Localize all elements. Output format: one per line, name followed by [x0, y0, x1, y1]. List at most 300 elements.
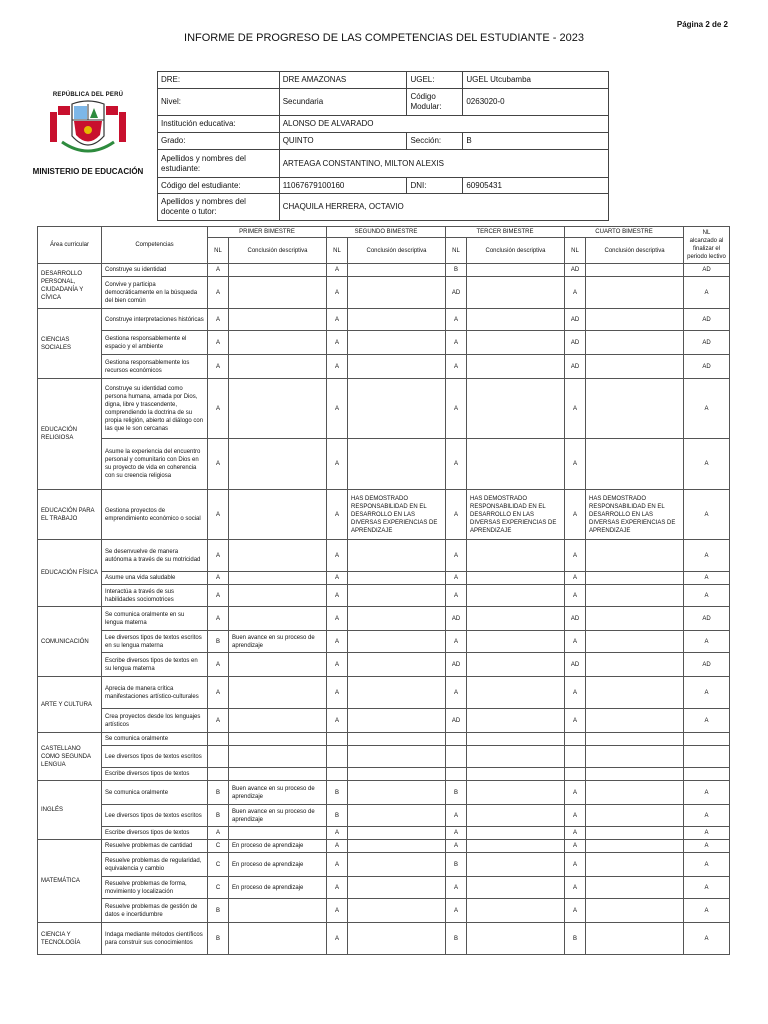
grade-conclusion: [586, 439, 684, 490]
header-area: Área curricular: [38, 227, 102, 264]
grade-level: A: [327, 277, 348, 309]
grade-conclusion: [467, 439, 565, 490]
grade-level: [565, 768, 586, 781]
grade-level: A: [208, 827, 229, 840]
table-row: [38, 355, 730, 379]
grade-conclusion: En proceso de aprendizaje: [229, 877, 327, 899]
header-bimestre-3: TERCER BIMESTRE: [446, 227, 565, 238]
grade-conclusion: [348, 355, 446, 379]
grade-level: A: [327, 607, 348, 631]
grade-conclusion: [467, 677, 565, 709]
grade-conclusion: [348, 840, 446, 853]
grade-level: A: [208, 309, 229, 331]
final-grade: AD: [684, 653, 730, 677]
grade-level: A: [208, 585, 229, 607]
competency-name: Resuelve problemas de regularidad, equivalencia y cambio: [102, 853, 208, 877]
grade-conclusion: [348, 781, 446, 805]
seccion-value: B: [463, 133, 609, 150]
table-row: [38, 827, 730, 840]
grade-conclusion: Buen avance en su proceso de aprendizaje: [229, 631, 327, 653]
table-row: [38, 309, 730, 331]
grade-level: [327, 768, 348, 781]
competency-name: Resuelve problemas de forma, movimiento y localización: [102, 877, 208, 899]
competency-name: Gestiona proyectos de emprendimiento económico o social: [102, 490, 208, 540]
grade-level: A: [446, 805, 467, 827]
grade-level: [208, 746, 229, 768]
final-grade: A: [684, 709, 730, 733]
final-grade: [684, 733, 730, 746]
grade-conclusion: [586, 677, 684, 709]
grade-level: A: [565, 781, 586, 805]
final-grade: AD: [684, 264, 730, 277]
grade-conclusion: [467, 805, 565, 827]
grade-level: AD: [565, 331, 586, 355]
grade-level: A: [208, 379, 229, 439]
grade-conclusion: [348, 923, 446, 955]
grade-conclusion: [467, 585, 565, 607]
grade-conclusion: En proceso de aprendizaje: [229, 840, 327, 853]
grade-conclusion: [586, 379, 684, 439]
grade-conclusion: [348, 768, 446, 781]
grade-conclusion: [586, 631, 684, 653]
grade-conclusion: [586, 709, 684, 733]
grade-conclusion: [348, 653, 446, 677]
grade-level: A: [327, 899, 348, 923]
grade-conclusion: [586, 585, 684, 607]
competency-name: Asume una vida saludable: [102, 572, 208, 585]
grade-level: A: [565, 572, 586, 585]
area-name: CASTELLANO COMO SEGUNDA LENGUA: [38, 733, 102, 781]
area-name: EDUCACIÓN PARA EL TRABAJO: [38, 490, 102, 540]
header-conclusion: Conclusión descriptiva: [348, 238, 446, 264]
grade-level: A: [565, 899, 586, 923]
grade-level: AD: [446, 709, 467, 733]
grade-conclusion: [229, 733, 327, 746]
grade-level: A: [208, 572, 229, 585]
grade-conclusion: [467, 899, 565, 923]
grade-level: [446, 768, 467, 781]
grade-level: A: [565, 585, 586, 607]
grade-level: A: [446, 439, 467, 490]
grade-conclusion: HAS DEMOSTRADO RESPONSABILIDAD EN EL DESARROLLO EN LAS DIVERSAS EXPERIENCIAS DE APRENDIZAJE: [586, 490, 684, 540]
area-name: CIENCIA Y TECNOLOGÍA: [38, 923, 102, 955]
final-grade: A: [684, 853, 730, 877]
grade-conclusion: [229, 355, 327, 379]
competency-name: Interactúa a través de sus habilidades sociomotrices: [102, 585, 208, 607]
grade-level: A: [208, 607, 229, 631]
grade-level: A: [208, 277, 229, 309]
grade-level: A: [565, 490, 586, 540]
grado-label: Grado:: [158, 133, 280, 150]
grade-level: A: [208, 439, 229, 490]
grade-level: A: [208, 331, 229, 355]
grade-conclusion: [348, 853, 446, 877]
grade-conclusion: [348, 805, 446, 827]
grade-level: AD: [446, 653, 467, 677]
grade-conclusion: [229, 899, 327, 923]
grade-conclusion: [467, 607, 565, 631]
codigo-modular-value: 0263020-0: [463, 89, 609, 116]
grade-conclusion: [467, 768, 565, 781]
grade-level: B: [208, 923, 229, 955]
grade-level: A: [446, 572, 467, 585]
final-grade: A: [684, 631, 730, 653]
final-grade: A: [684, 923, 730, 955]
grade-conclusion: [348, 607, 446, 631]
table-row: [38, 331, 730, 355]
grade-conclusion: [348, 709, 446, 733]
ministry-emblem: [32, 92, 144, 176]
grade-level: AD: [446, 607, 467, 631]
final-grade: AD: [684, 309, 730, 331]
grade-level: A: [327, 572, 348, 585]
grade-conclusion: [586, 264, 684, 277]
table-row: [38, 540, 730, 572]
dre-label: DRE:: [158, 72, 280, 89]
grade-level: A: [208, 264, 229, 277]
grade-level: A: [208, 355, 229, 379]
competency-name: Lee diversos tipos de textos escritos: [102, 805, 208, 827]
grade-conclusion: [467, 264, 565, 277]
grade-level: A: [446, 899, 467, 923]
grade-conclusion: [229, 439, 327, 490]
final-grade: AD: [684, 607, 730, 631]
final-grade: A: [684, 805, 730, 827]
grade-level: A: [327, 877, 348, 899]
grade-conclusion: [229, 490, 327, 540]
nivel-label: Nivel:: [158, 89, 280, 116]
grade-level: A: [327, 840, 348, 853]
grade-level: A: [327, 355, 348, 379]
grade-level: [446, 746, 467, 768]
grade-level: A: [327, 709, 348, 733]
grade-level: C: [208, 840, 229, 853]
grade-level: C: [208, 853, 229, 877]
competency-name: Lee diversos tipos de textos escritos en su lengua materna: [102, 631, 208, 653]
grade-conclusion: [229, 277, 327, 309]
header-competencias: Competencias: [102, 227, 208, 264]
grade-conclusion: [586, 805, 684, 827]
grade-conclusion: [586, 899, 684, 923]
grade-conclusion: [348, 439, 446, 490]
grade-level: AD: [565, 309, 586, 331]
competency-name: Escribe diversos tipos de textos: [102, 768, 208, 781]
grade-conclusion: [586, 923, 684, 955]
table-row: [38, 768, 730, 781]
grade-level: [327, 746, 348, 768]
grade-conclusion: [467, 827, 565, 840]
grade-level: A: [446, 379, 467, 439]
grade-level: B: [327, 805, 348, 827]
grade-conclusion: [467, 631, 565, 653]
grade-conclusion: [586, 733, 684, 746]
grade-level: A: [327, 853, 348, 877]
grade-level: A: [446, 355, 467, 379]
grade-conclusion: [229, 653, 327, 677]
grade-level: A: [565, 840, 586, 853]
competency-name: Se desenvuelve de manera autónoma a través de su motricidad: [102, 540, 208, 572]
grade-conclusion: [467, 781, 565, 805]
grade-conclusion: [229, 709, 327, 733]
grade-level: A: [208, 677, 229, 709]
competency-name: Se comunica oralmente en su lengua materna: [102, 607, 208, 631]
grade-conclusion: [586, 853, 684, 877]
grade-conclusion: [348, 899, 446, 923]
grade-conclusion: [348, 631, 446, 653]
header-nl: NL: [327, 238, 348, 264]
competency-name: Convive y participa democráticamente en la búsqueda del bien común: [102, 277, 208, 309]
grade-level: B: [208, 781, 229, 805]
grade-level: [565, 733, 586, 746]
area-name: MATEMÁTICA: [38, 840, 102, 923]
header-bimestre-1: PRIMER BIMESTRE: [208, 227, 327, 238]
competency-name: Lee diversos tipos de textos escritos: [102, 746, 208, 768]
grade-level: A: [327, 923, 348, 955]
seccion-label: Sección:: [407, 133, 463, 150]
competency-name: Indaga mediante métodos científicos para construir sus conocimientos: [102, 923, 208, 955]
grade-conclusion: Buen avance en su proceso de aprendizaje: [229, 781, 327, 805]
grade-level: A: [327, 309, 348, 331]
page-number: Página 2 de 2: [676, 20, 728, 29]
grade-level: A: [565, 709, 586, 733]
grade-conclusion: [348, 877, 446, 899]
grade-conclusion: HAS DEMOSTRADO RESPONSABILIDAD EN EL DESARROLLO EN LAS DIVERSAS EXPERIENCIAS DE APRENDIZAJE: [467, 490, 565, 540]
header-conclusion: Conclusión descriptiva: [229, 238, 327, 264]
grade-level: [327, 733, 348, 746]
grade-conclusion: [348, 379, 446, 439]
grade-level: A: [565, 631, 586, 653]
area-name: COMUNICACIÓN: [38, 607, 102, 677]
grade-conclusion: [467, 709, 565, 733]
area-name: CIENCIAS SOCIALES: [38, 309, 102, 379]
grade-level: A: [208, 709, 229, 733]
grade-level: A: [208, 540, 229, 572]
competency-name: Se comunica oralmente: [102, 733, 208, 746]
competency-name: Asume la experiencia del encuentro personal y comunitario con Dios en su proyecto de vida en coherencia con su creencia religiosa: [102, 439, 208, 490]
grade-conclusion: [586, 355, 684, 379]
final-grade: A: [684, 439, 730, 490]
grade-level: A: [327, 379, 348, 439]
grade-level: A: [446, 309, 467, 331]
table-row: [38, 709, 730, 733]
grade-level: AD: [565, 355, 586, 379]
grade-conclusion: [586, 331, 684, 355]
grade-conclusion: [229, 572, 327, 585]
ugel-value: UGEL Utcubamba: [463, 72, 609, 89]
table-row: [38, 677, 730, 709]
grade-level: A: [565, 827, 586, 840]
final-grade: A: [684, 490, 730, 540]
estudiante-label: Apellidos y nombres del estudiante:: [158, 150, 280, 178]
grade-level: B: [446, 781, 467, 805]
codigo-modular-label: Código Modular:: [407, 89, 463, 116]
grade-conclusion: [229, 827, 327, 840]
table-row: [38, 490, 730, 540]
student-info-table: [157, 71, 609, 221]
grade-level: B: [327, 781, 348, 805]
grade-level: A: [327, 490, 348, 540]
grade-conclusion: [229, 923, 327, 955]
grade-level: A: [446, 331, 467, 355]
grade-conclusion: [348, 264, 446, 277]
table-row: [38, 439, 730, 490]
competency-name: Resuelve problemas de gestión de datos e incertidumbre: [102, 899, 208, 923]
grade-conclusion: [229, 768, 327, 781]
grade-conclusion: [348, 746, 446, 768]
grade-conclusion: HAS DEMOSTRADO RESPONSABILIDAD EN EL DESARROLLO EN LAS DIVERSAS EXPERIENCIAS DE APRENDIZAJE: [348, 490, 446, 540]
grade-level: A: [327, 331, 348, 355]
grade-level: C: [208, 877, 229, 899]
grade-conclusion: [229, 607, 327, 631]
grade-conclusion: [586, 653, 684, 677]
grade-level: A: [565, 677, 586, 709]
table-row: [38, 733, 730, 746]
grade-conclusion: [229, 746, 327, 768]
grade-level: A: [446, 585, 467, 607]
grade-level: A: [327, 631, 348, 653]
header-nl: NL: [446, 238, 467, 264]
grade-conclusion: [229, 331, 327, 355]
grado-value: QUINTO: [279, 133, 407, 150]
grade-conclusion: [467, 877, 565, 899]
grade-level: B: [208, 805, 229, 827]
header-final-nl: NL: [702, 230, 711, 236]
grade-level: AD: [565, 607, 586, 631]
grade-level: A: [327, 439, 348, 490]
grade-level: A: [446, 840, 467, 853]
grade-conclusion: [229, 540, 327, 572]
final-grade: A: [684, 840, 730, 853]
grade-conclusion: [467, 572, 565, 585]
final-grade: AD: [684, 331, 730, 355]
area-name: ARTE Y CULTURA: [38, 677, 102, 733]
grade-conclusion: [229, 264, 327, 277]
grade-conclusion: [586, 827, 684, 840]
dni-label: DNI:: [407, 178, 463, 194]
grade-conclusion: [586, 572, 684, 585]
codigo-estudiante-value: 11067679100160: [279, 178, 407, 194]
grade-level: B: [446, 853, 467, 877]
grade-level: AD: [565, 264, 586, 277]
grade-conclusion: [348, 331, 446, 355]
grade-conclusion: [467, 840, 565, 853]
grade-level: A: [446, 877, 467, 899]
grade-level: B: [565, 923, 586, 955]
institucion-label: Institución educativa:: [158, 116, 280, 133]
competency-name: Construye su identidad: [102, 264, 208, 277]
grade-conclusion: [467, 733, 565, 746]
grade-level: A: [446, 631, 467, 653]
grade-level: A: [565, 439, 586, 490]
final-grade: A: [684, 540, 730, 572]
final-grade: A: [684, 677, 730, 709]
header-final: [684, 227, 730, 264]
grade-level: A: [446, 540, 467, 572]
final-grade: A: [684, 585, 730, 607]
grade-conclusion: [348, 540, 446, 572]
competency-name: Construye interpretaciones históricas: [102, 309, 208, 331]
grades-body: [38, 264, 730, 955]
grade-level: [446, 733, 467, 746]
final-grade: [684, 768, 730, 781]
grade-conclusion: [586, 840, 684, 853]
grade-conclusion: Buen avance en su proceso de aprendizaje: [229, 805, 327, 827]
grade-conclusion: [348, 309, 446, 331]
grade-level: [208, 733, 229, 746]
competency-name: Gestiona responsablemente el espacio y el ambiente: [102, 331, 208, 355]
grade-level: A: [565, 379, 586, 439]
final-grade: A: [684, 899, 730, 923]
header-bimestre-4: CUARTO BIMESTRE: [565, 227, 684, 238]
table-row: [38, 264, 730, 277]
grade-conclusion: [586, 540, 684, 572]
grade-level: A: [565, 877, 586, 899]
grade-conclusion: [229, 585, 327, 607]
table-row: [38, 899, 730, 923]
grade-conclusion: [467, 746, 565, 768]
grade-conclusion: [467, 277, 565, 309]
grade-level: A: [446, 827, 467, 840]
grade-conclusion: [348, 827, 446, 840]
table-row: [38, 277, 730, 309]
table-row: [38, 853, 730, 877]
grade-conclusion: [348, 733, 446, 746]
header-bimestre-2: SEGUNDO BIMESTRE: [327, 227, 446, 238]
docente-value: CHAQUILA HERRERA, OCTAVIO: [279, 194, 608, 221]
emblem-caption: MINISTERIO DE EDUCACIÓN: [32, 167, 144, 176]
competency-name: Crea proyectos desde los lenguajes artísticos: [102, 709, 208, 733]
grades-table: [37, 226, 730, 955]
final-grade: A: [684, 827, 730, 840]
header-conclusion: Conclusión descriptiva: [467, 238, 565, 264]
nivel-value: Secundaria: [279, 89, 407, 116]
competency-name: Resuelve problemas de cantidad: [102, 840, 208, 853]
grade-level: A: [446, 677, 467, 709]
grade-conclusion: [586, 746, 684, 768]
table-row: [38, 631, 730, 653]
grade-conclusion: [467, 331, 565, 355]
codigo-estudiante-label: Código del estudiante:: [158, 178, 280, 194]
final-grade: [684, 746, 730, 768]
grade-conclusion: [467, 653, 565, 677]
header-conclusion: Conclusión descriptiva: [586, 238, 684, 264]
table-row: [38, 379, 730, 439]
final-grade: AD: [684, 355, 730, 379]
area-name: EDUCACIÓN RELIGIOSA: [38, 379, 102, 490]
table-row: [38, 572, 730, 585]
grade-level: A: [327, 677, 348, 709]
grade-conclusion: [586, 607, 684, 631]
table-row: [38, 653, 730, 677]
grade-level: A: [565, 540, 586, 572]
table-row: [38, 781, 730, 805]
estudiante-value: ARTEAGA CONSTANTINO, MILTON ALEXIS: [279, 150, 608, 178]
grade-level: AD: [565, 653, 586, 677]
table-row: [38, 746, 730, 768]
grade-level: B: [446, 264, 467, 277]
competency-name: Se comunica oralmente: [102, 781, 208, 805]
grade-level: A: [565, 805, 586, 827]
ugel-label: UGEL:: [407, 72, 463, 89]
emblem-top-text: REPÚBLICA DEL PERÚ: [52, 92, 124, 98]
table-row: [38, 877, 730, 899]
grade-level: B: [208, 631, 229, 653]
header-nl: NL: [208, 238, 229, 264]
competency-name: Escribe diversos tipos de textos en su lengua materna: [102, 653, 208, 677]
grade-conclusion: [586, 309, 684, 331]
grade-conclusion: [586, 277, 684, 309]
grade-conclusion: [467, 923, 565, 955]
